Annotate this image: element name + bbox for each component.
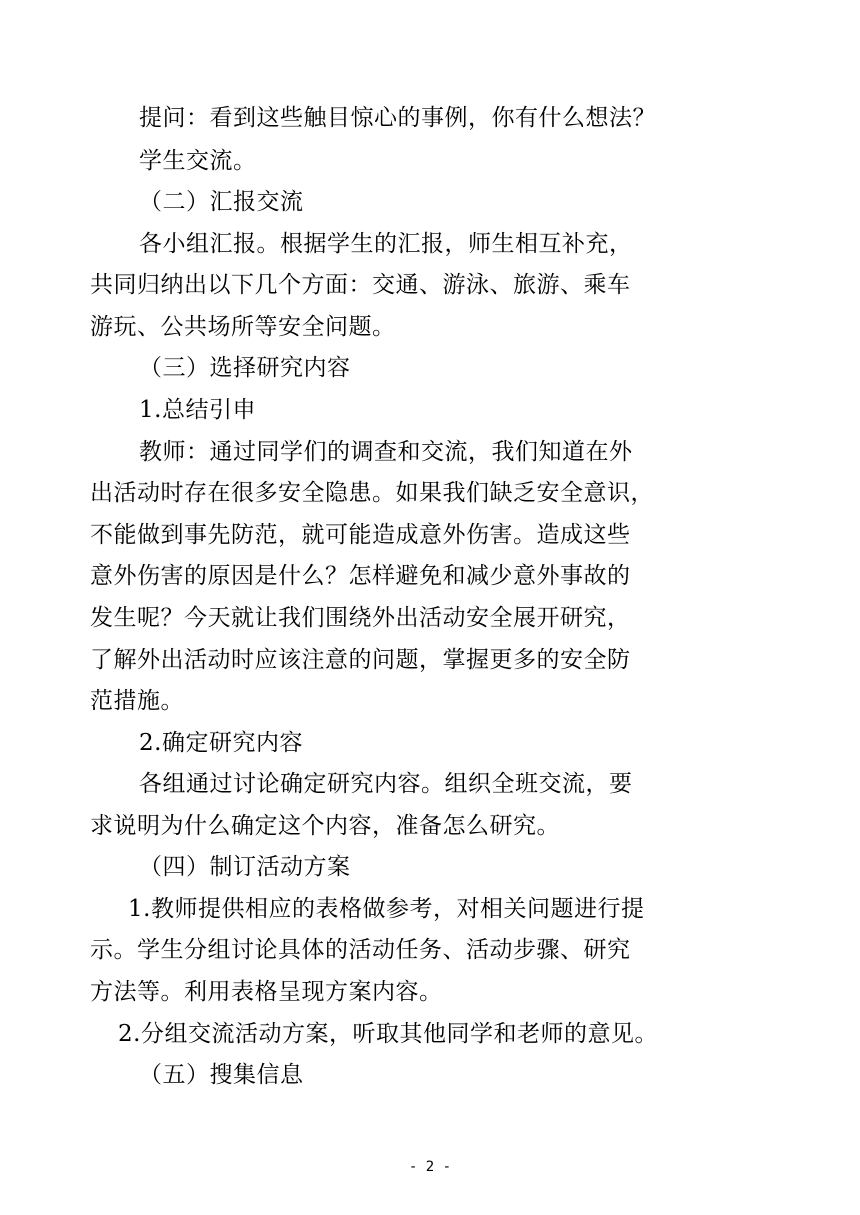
paragraph-line: 游玩、公共场所等安全问题。: [90, 314, 396, 340]
paragraph-line: 不能做到事先防范，就可能造成意外伤害。造成这些: [90, 522, 631, 548]
paragraph-line: 教师：通过同学们的调查和交流，我们知道在外: [139, 439, 633, 465]
paragraph-line: 求说明为什么确定这个内容，准备怎么研究。: [90, 813, 560, 839]
paragraph-line: 1.教师提供相应的表格做参考，对相关问题进行提: [128, 896, 645, 922]
section-heading: （二）汇报交流: [139, 189, 304, 215]
page-number: - 2 -: [408, 1159, 452, 1175]
subsection-heading: 1.总结引申: [139, 397, 256, 423]
paragraph-line: 各小组汇报。根据学生的汇报，师生相互补充，: [139, 231, 633, 257]
paragraph-line: 示。学生分组讨论具体的活动任务、活动步骤、研究: [90, 937, 631, 963]
paragraph-line: 提问：看到这些触目惊心的事例，你有什么想法？: [139, 105, 656, 131]
section-heading: （五）搜集信息: [139, 1062, 304, 1088]
paragraph-line: 发生呢？今天就让我们围绕外出活动安全展开研究，: [90, 605, 631, 631]
paragraph-line: 范措施。: [90, 688, 184, 714]
paragraph-line: 2.分组交流活动方案，听取其他同学和老师的意见。: [118, 1021, 658, 1047]
paragraph-line: 出活动时存在很多安全隐患。如果我们缺乏安全意识，: [90, 480, 654, 506]
paragraph-line: 了解外出活动时应该注意的问题，掌握更多的安全防: [90, 647, 631, 673]
paragraph-line: 学生交流。: [139, 148, 257, 174]
paragraph-line: 方法等。利用表格呈现方案内容。: [90, 979, 443, 1005]
subsection-heading: 2.确定研究内容: [139, 730, 303, 756]
paragraph-line: 意外伤害的原因是什么？怎样避免和减少意外事故的: [90, 563, 631, 589]
paragraph-line: 各组通过讨论确定研究内容。组织全班交流，要: [139, 771, 633, 797]
paragraph-line: 共同归纳出以下几个方面：交通、游泳、旅游、乘车: [90, 272, 631, 298]
section-heading: （四）制订活动方案: [139, 854, 351, 880]
section-heading: （三）选择研究内容: [139, 355, 351, 381]
